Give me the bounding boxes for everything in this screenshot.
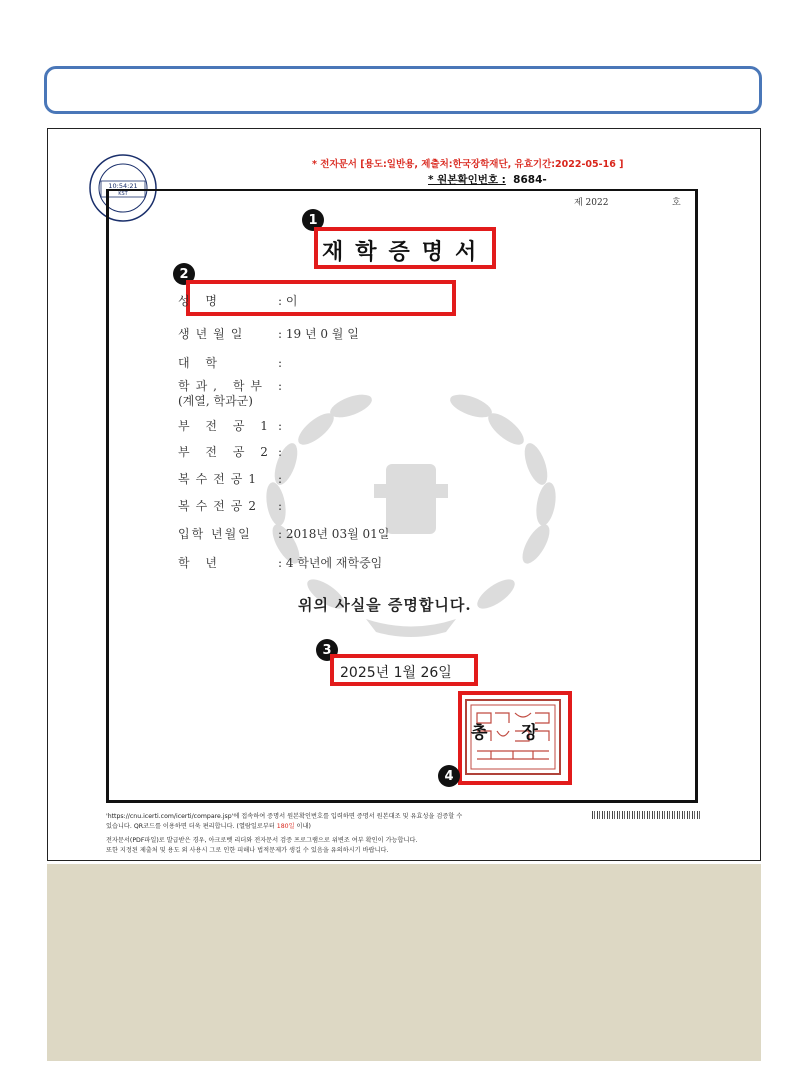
field-label: 복수전공2 — [178, 499, 263, 513]
stamp-timezone: KST — [118, 191, 128, 197]
field-name — [178, 292, 297, 309]
field-double-major-1 — [178, 470, 282, 487]
footer-line-2-end: 이내) — [294, 823, 311, 830]
original-confirmation-number — [428, 172, 547, 187]
footer-line-4: 또한 지정된 제출처 및 용도 외 사용시 그로 인한 피해나 법적문제가 생길 수 있음을 유의하시기 바랍니다. — [106, 847, 389, 854]
marker-4: 4 — [438, 765, 460, 787]
field-value: : — [278, 379, 283, 393]
field-label: 부 전 공 1 — [178, 419, 274, 433]
footer-line-2-text: 있습니다. QR코드를 이용하면 더욱 편리합니다. (열람일로부터 — [106, 823, 277, 830]
original-no-value: 8684- — [513, 174, 547, 186]
field-value: : — [278, 356, 283, 370]
stamp-time: 10:54:21 — [108, 182, 138, 190]
certificate-document — [47, 128, 761, 861]
footer-line-2 — [106, 821, 311, 830]
issue-number: 제 2022 — [574, 198, 609, 208]
footer-line-1: 'https://cnu.icerti.com/icerti/compare.jsp'에 접속하여 증명서 원본확인번호를 입력하면 증명서 원본대조 및 유효성을 검증할 수 — [106, 813, 463, 820]
marker-2: 2 — [173, 263, 195, 285]
field-grade — [178, 554, 382, 571]
field-value: : — [278, 499, 283, 513]
original-no-label: * 원본확인번호 : — [428, 174, 506, 186]
footer-line-3: 전자문서(PDF파일)로 발급받은 경우, 아크로벳 리더와 전자문서 검증 프로그램으로 위변조 여부 확인이 가능합니다. — [106, 837, 418, 844]
marker-3: 3 — [316, 639, 338, 661]
certification-statement: 위의 사실을 증명합니다. — [298, 596, 472, 614]
footer-validity-days: 180일 — [276, 823, 295, 830]
field-admission-date — [178, 525, 389, 542]
president-title: 총 장 — [471, 723, 552, 743]
field-value: : 4 학년에 재학중임 — [278, 556, 383, 570]
field-label: 대 학 — [178, 356, 223, 370]
field-label: 성 명 — [178, 294, 223, 308]
field-label: 부 전 공 2 — [178, 445, 274, 459]
field-label: 입학 년월일 — [178, 527, 252, 541]
field-birthdate — [178, 325, 359, 342]
field-value: : 19 년 0 월 일 — [278, 327, 359, 341]
field-minor-1 — [178, 417, 282, 434]
field-value: : 2018년 03월 01일 — [278, 527, 390, 541]
barcode-icon — [592, 811, 700, 819]
lower-panel — [47, 864, 761, 1061]
certificate-title: 재학증명서 — [322, 239, 489, 265]
field-value: : — [278, 445, 283, 459]
electronic-document-notice: * 전자문서 [용도:일반용, 제출처:한국장학재단, 유효기간:2022-05-16 ] — [312, 159, 624, 170]
field-minor-2 — [178, 443, 282, 460]
field-department-group — [178, 392, 253, 409]
issue-number-suffix: 호 — [672, 198, 681, 208]
field-label: (계열, 학과군) — [178, 394, 253, 408]
marker-1: 1 — [302, 209, 324, 231]
field-label: 학 년 — [178, 556, 223, 570]
field-label: 복수전공1 — [178, 472, 263, 486]
field-label: 학과, 학부 — [178, 379, 268, 393]
field-college — [178, 354, 282, 371]
field-value: : 이 — [278, 294, 298, 308]
top-text-box — [44, 66, 762, 114]
field-value: : — [278, 419, 283, 433]
field-double-major-2 — [178, 497, 282, 514]
field-value: : — [278, 472, 283, 486]
field-label: 생년월일 — [178, 327, 249, 341]
issue-date: 2025년 1월 26일 — [340, 665, 452, 681]
